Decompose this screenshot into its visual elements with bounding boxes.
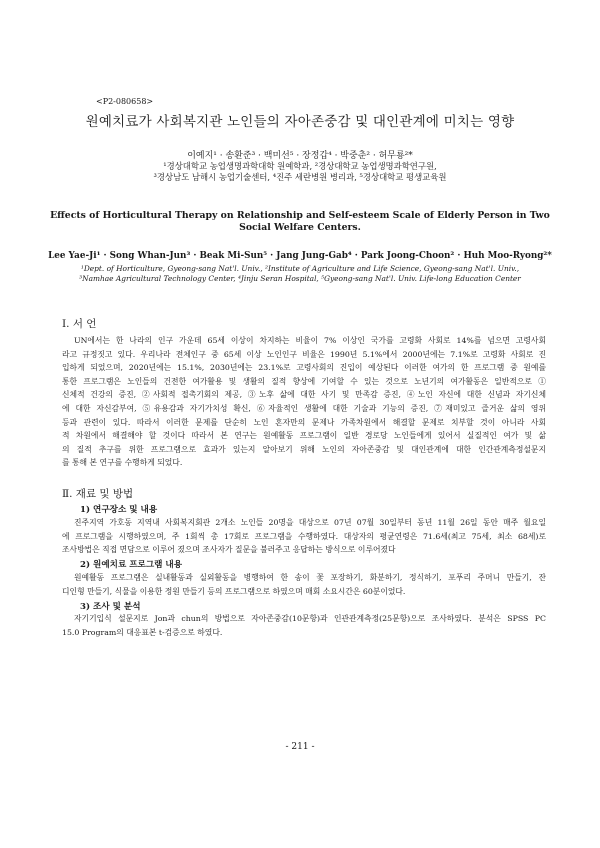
subsection-heading-program: 2) 원예치료 프로그램 내용 (80, 560, 183, 570)
paragraph-line: 디인형 만들기, 식물을 이용한 정원 만들기 등의 프로그램으로 하였으며 매회 소요시간은 60분이었다. (62, 586, 406, 596)
section-heading-introduction: Ⅰ. 서 언 (62, 318, 97, 330)
korean-affiliation-line: ³경상남도 남해시 농업기술센터, ⁴진주 세란병원 병리과, ⁵경상대학교 평생교육원 (153, 172, 447, 182)
paragraph-line: 라고 규정짓고 있다. 우리나라 전체인구 중 65세 이상 노인인구 비율은 1990년 5.1%에서 2000년에는 7.1%로 고령화 사회로 진 (62, 349, 546, 359)
paragraph-line: UN에서는 한 나라의 인구 가운데 65세 이상이 차지하는 비율이 7% 이상인 국가를 고령화 사회로 14%를 넘으면 고령사회 (74, 336, 546, 345)
subsection-heading-analysis: 3) 조사 및 분석 (80, 602, 141, 612)
korean-title: 원예치료가 사회복지관 노인들의 자아존중감 및 대인관계에 미치는 영향 (85, 114, 515, 130)
paragraph-line: 15.0 Program의 대응표본 t-검증으로 하였다. (62, 627, 223, 637)
study-site-paragraph (62, 516, 546, 557)
paragraph-line: 를 통해 본 연구를 수행하게 되었다. (62, 458, 183, 468)
korean-authors: 이예지¹ · 송환준³ · 백미선⁵ · 장정갑⁴ · 박중춘² · 허무룡²* (187, 151, 413, 161)
paragraph-line: 의 질적 추구를 위한 프로그램으로 효과가 있는지 알아보기 위해 노인의 자아존중감 및 대인관계에 대한 인간관계측정설문지 (62, 444, 546, 454)
paragraph-line: 등과 관련이 있다. 따라서 이러한 문제를 단순히 노인 혼자만의 문제나 가족차원에서 해결할 문제로 치부할 것이 아니라 사회 (62, 417, 546, 427)
paragraph-line: 신체적 건강의 증진, ②사회적 접촉기회의 제공, ③노후 삶에 대한 사기 및 만족감 증진, ④노인 자신에 대한 신념과 자기신체 (62, 390, 546, 400)
program-paragraph (62, 571, 546, 598)
introduction-paragraph (62, 334, 546, 470)
english-affiliation-line: ¹Dept. of Horticulture, Gyeong-sang Nat'l. Univ., ²Institute of Agriculture and Life Science, Gyeong-sang Nat'l. Univ., (80, 264, 520, 273)
english-title-line: Social Welfare Centers. (239, 222, 361, 233)
paragraph-line: 적 차원에서 해결해야 할 것이다 따라서 본 연구는 원예활동 프로그램이 일반 경로당 노인들에게 있어서 실질적인 여가 및 삶 (62, 431, 546, 441)
paragraph-line: 조사방법은 직접 면담으로 이루어 졌으며 조사자가 질문을 불러주고 응답하는 방식으로 이루어졌다 (62, 545, 396, 555)
paragraph-line: 원예활동 프로그램은 실내활동과 실외활동을 병행하여 한 송이 꽃 포장하기, 화분하기, 정식하기, 포푸리 주머니 만들기, 잔 (74, 573, 546, 582)
paper-code: <P2-080658> (96, 97, 154, 106)
english-title-line: Effects of Horticultural Therapy on Relationship and Self-esteem Scale of Elderly Person in Two (50, 210, 550, 221)
english-title (40, 210, 560, 234)
english-affiliation-line: ³Namhae Agricultural Technology Center, ⁴Jinju Seran Hospital, ⁵Gyeong-sang Nat'l. Univ. Life-long Education Center (79, 274, 521, 283)
analysis-paragraph (62, 612, 546, 639)
english-authors: Lee Yae-Ji¹ · Song Whan-Jun³ · Beak Mi-Sun⁵ · Jang Jung-Gab⁴ · Park Joong-Choon² · Huh Moo-Ryong²* (48, 251, 552, 261)
paragraph-line: 자기기입식 설문지로 Jon과 chun의 방법으로 자아존중감(10문항)과 인관관계측정(25문항)으로 조사하였다. 분석은 SPSS PC (74, 614, 546, 623)
korean-affiliation-line: ¹경상대학교 농업생명과학대학 원예학과, ²경상대학교 농업생명과학연구원, (163, 161, 437, 171)
page-number: - 211 - (285, 742, 315, 752)
paragraph-line: 통한 프로그램은 노인들의 건전한 여가활용 및 생활의 질적 향상에 기여할 수 있는 것으로 노년기의 여가활동은 일반적으로 ① (62, 376, 546, 386)
paragraph-line: 입하게 되었으며, 2020년에는 15.1%, 2030년에는 23.1%로 고령사회의 진입이 예상된다 이러한 여가의 한 프로그램 중 원예를 (62, 363, 546, 373)
paragraph-line: 에 대한 자신감부여, ⑤유용감과 자기가치성 확신, ⑥자율적인 생활에 대한 기술과 기능의 증진, ⑦재미있고 즐거운 삶의 영위 (62, 403, 546, 413)
paragraph-line: 진주지역 가호동 지역내 사회복지회관 2개소 노인들 20명을 대상으로 07년 07월 30일부터 동년 11월 26일 동안 매주 월요일 (74, 518, 546, 527)
subsection-heading-study-site: 1) 연구장소 및 내용 (80, 505, 158, 515)
paragraph-line: 에 프로그램을 시행하였으며, 주 1회씩 총 17회로 프로그램을 수행하였다. 대상자의 평균연령은 71.6세(최고 75세, 최소 68세)로 (62, 531, 546, 541)
section-heading-materials-methods: Ⅱ. 재료 및 방법 (62, 488, 134, 500)
